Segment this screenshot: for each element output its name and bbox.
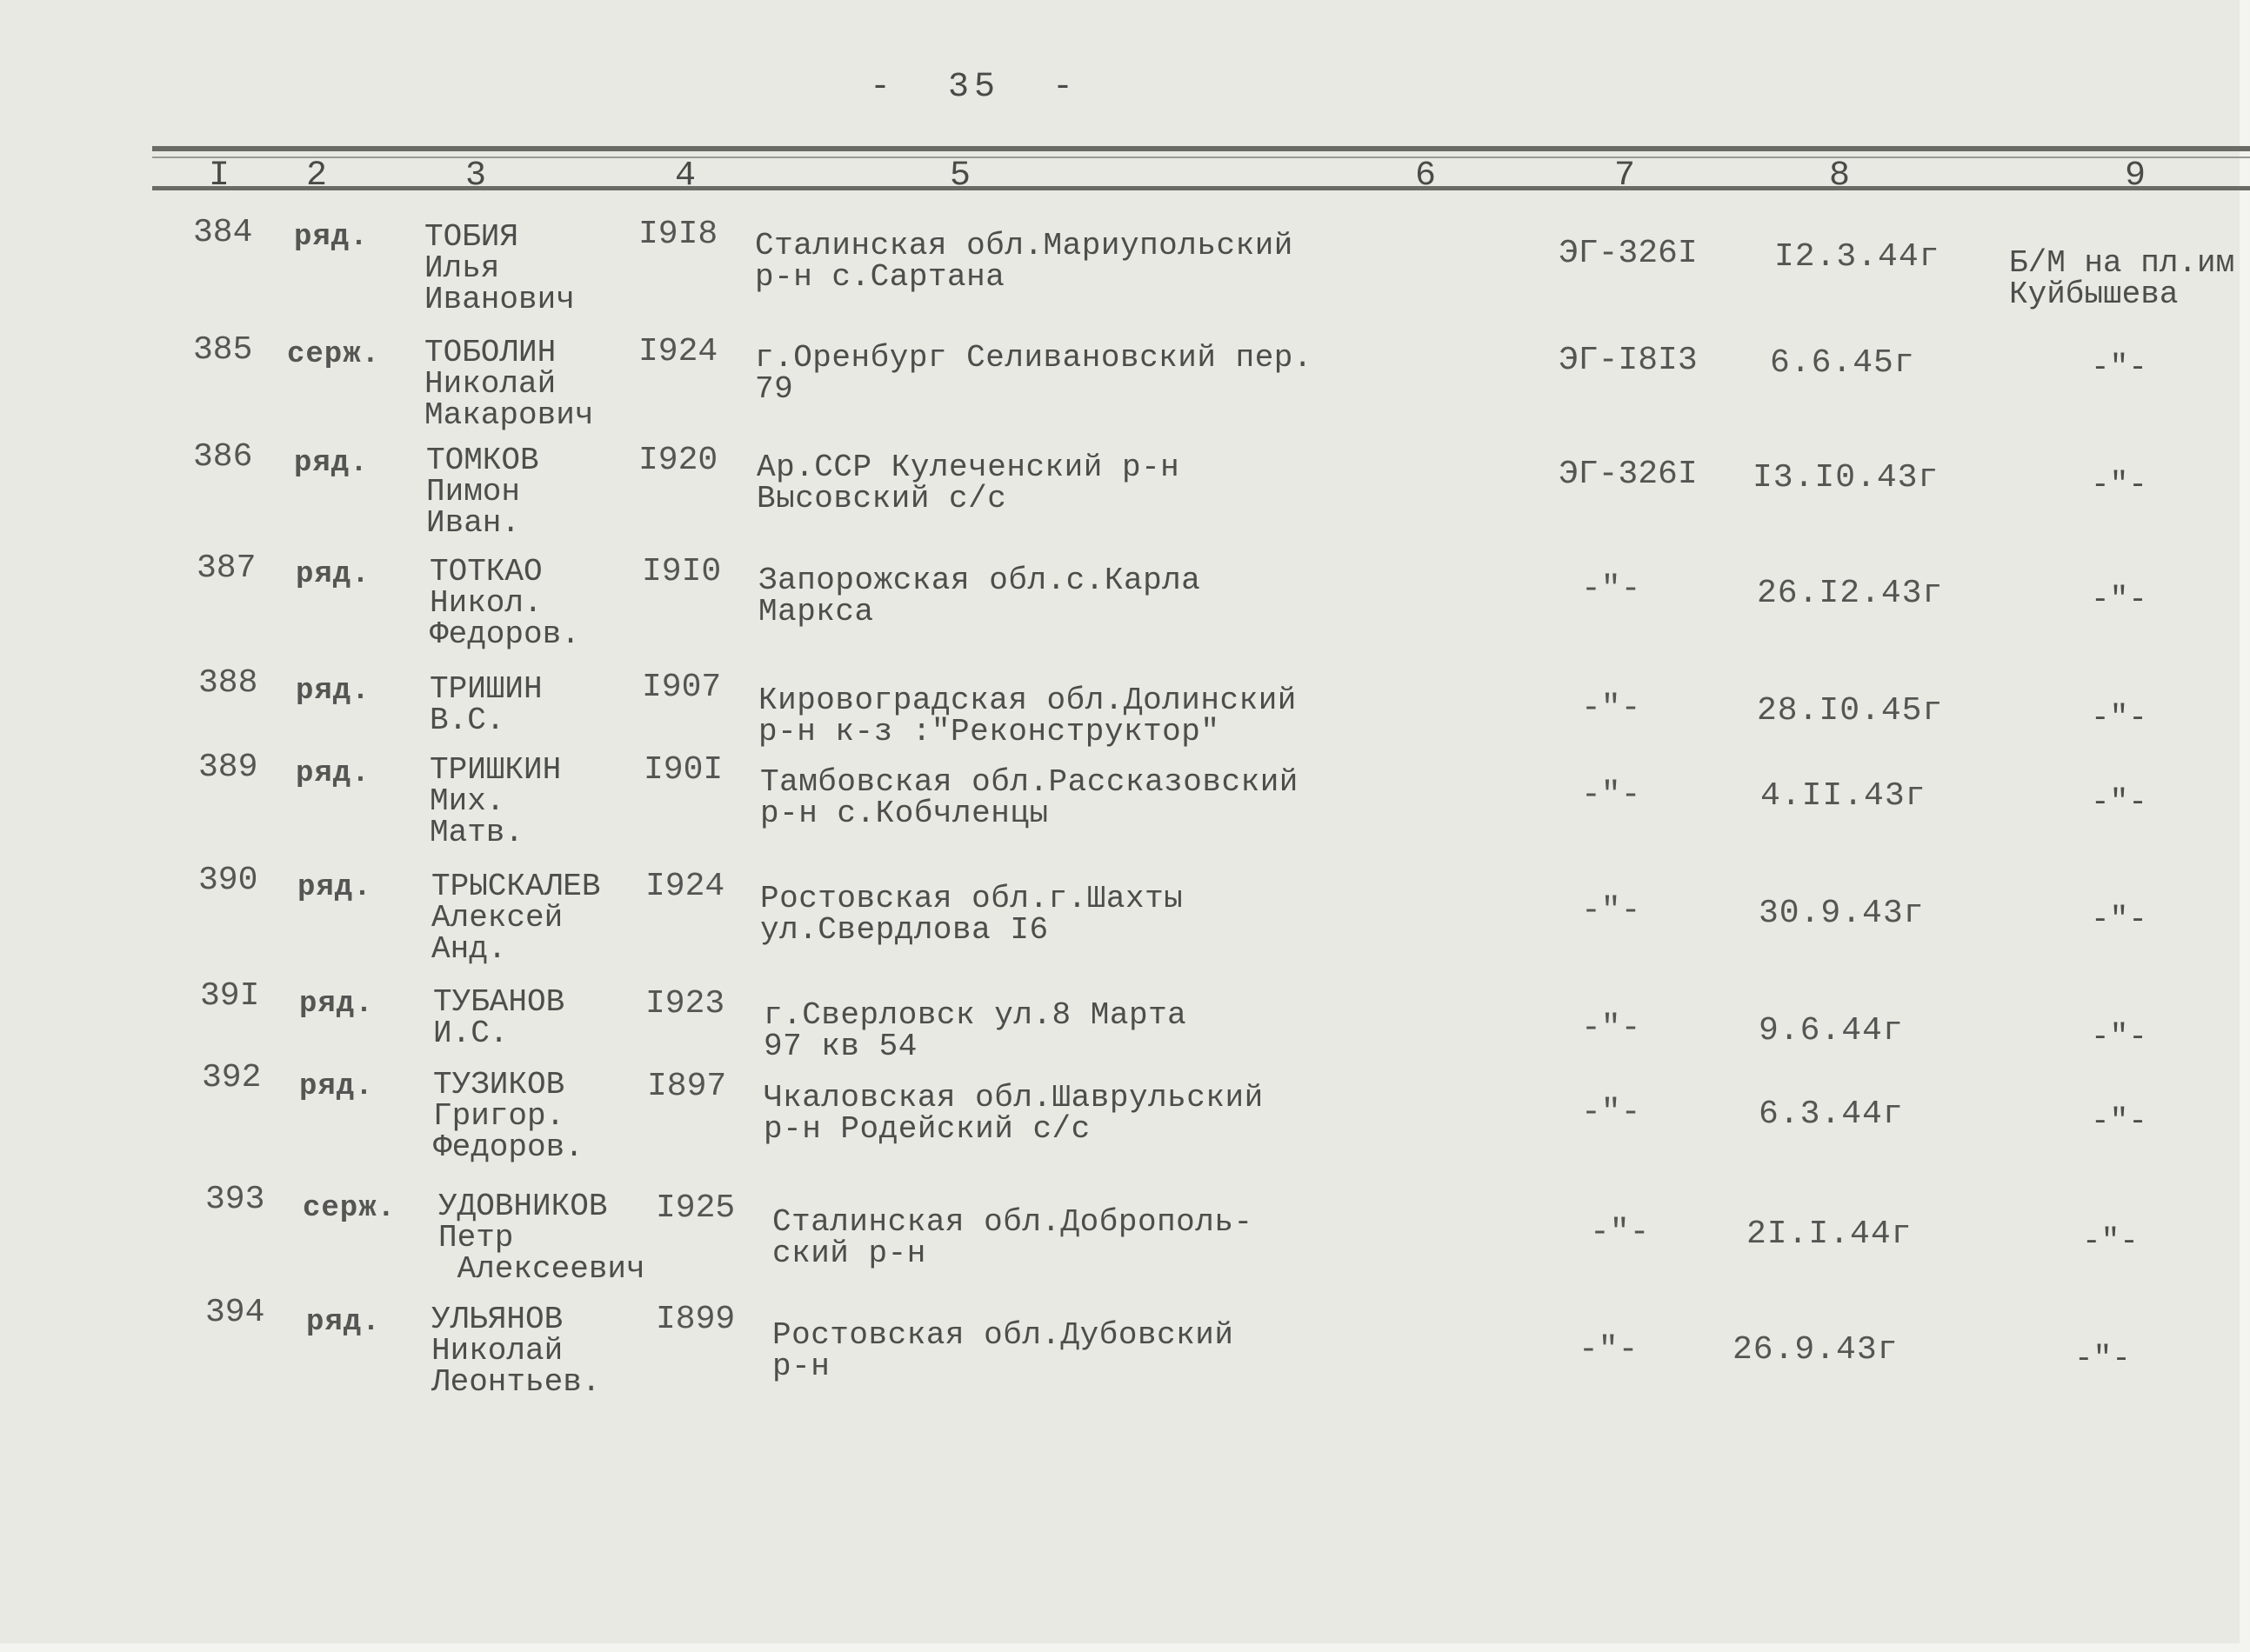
row-name: ТРИШИН В.С. (430, 671, 543, 738)
row-name: ТОБИЯ Илья Иванович (424, 219, 575, 317)
row-code: -"- (1581, 1094, 1641, 1131)
row-burial-place: -"- (2091, 350, 2147, 385)
column-header-2: 2 (306, 157, 328, 196)
row-name: ТОТКАО Никол. Федоров. (430, 554, 580, 652)
row-burial-place: -"- (2074, 1341, 2131, 1376)
row-burial-place: -"- (2091, 784, 2147, 820)
row-code: -"- (1581, 570, 1641, 608)
row-number: 384 (193, 214, 253, 251)
column-header-8: 8 (1829, 157, 1851, 196)
row-rank: серж. (303, 1192, 397, 1225)
row-year: I924 (638, 333, 718, 370)
row-burial-place: -"- (2082, 1223, 2139, 1259)
row-code: ЭГ-I8I3 (1559, 342, 1698, 379)
row-name: УДОВНИКОВ Петр Алексеевич (438, 1189, 645, 1287)
row-code: -"- (1581, 892, 1641, 929)
row-burial-place: Б/М на пл.им Куйбышева (2009, 245, 2235, 312)
row-burial-place: -"- (2091, 1103, 2147, 1139)
table-top-rule (152, 146, 2250, 151)
row-address: Чкаловская обл.Шаврульский р-н Родейский с/с (764, 1080, 1264, 1147)
row-number: 39I (200, 977, 260, 1015)
row-address: Запорожская обл.с.Карла Маркса (758, 563, 1201, 629)
row-code: ЭГ-326I (1559, 235, 1698, 272)
row-date: 2I.I.44г (1746, 1216, 1913, 1253)
row-name: ТУЗИКОВ Григор. Федоров. (433, 1067, 584, 1165)
row-year: I925 (656, 1189, 736, 1227)
row-number: 389 (198, 749, 258, 786)
row-code: -"- (1581, 776, 1641, 814)
row-year: I924 (645, 868, 725, 905)
row-burial-place: -"- (2091, 902, 2147, 937)
row-date: 6.3.44г (1759, 1096, 1904, 1133)
page-edge (2240, 0, 2250, 1652)
row-year: I90I (644, 751, 724, 789)
row-rank: ряд. (306, 1306, 381, 1339)
row-name: ТРИШКИН Мих. Матв. (430, 752, 562, 850)
row-name: ТОМКОВ Пимон Иван. (426, 443, 539, 541)
row-code: -"- (1579, 1331, 1639, 1369)
row-code: -"- (1590, 1214, 1650, 1251)
row-number: 392 (202, 1059, 262, 1096)
row-name: ТУБАНОВ И.С. (433, 984, 565, 1051)
column-header-5: 5 (950, 157, 971, 196)
row-address: Кировоградская обл.Долинский р-н к-з :"Реконструктор" (758, 683, 1297, 749)
row-address: Ростовская обл.Дубовский р-н (772, 1317, 1234, 1384)
row-number: 388 (198, 664, 258, 702)
column-header-7: 7 (1614, 157, 1636, 196)
page-edge (0, 1643, 2250, 1652)
row-address: Сталинская обл.Мариупольский р-н с.Сартана (755, 228, 1293, 295)
row-rank: ряд. (294, 447, 369, 480)
row-address: Тамбовская обл.Рассказовский р-н с.Кобчленцы (760, 764, 1299, 831)
row-number: 386 (193, 438, 253, 476)
row-burial-place: -"- (2091, 582, 2147, 617)
page-number: - 35 - (870, 68, 1079, 107)
column-header-9: 9 (2125, 157, 2147, 196)
row-name: ТРЫСКАЛЕВ Алексей Анд. (431, 869, 601, 967)
row-address: Ар.ССР Кулеченский р-н Высовский с/с (757, 450, 1180, 516)
row-number: 393 (205, 1181, 265, 1218)
column-header-4: 4 (675, 157, 697, 196)
row-address: Ростовская обл.г.Шахты ул.Свердлова I6 (760, 881, 1184, 948)
row-date: 30.9.43г (1759, 895, 1925, 932)
row-year: I9I8 (638, 216, 718, 253)
row-rank: ряд. (294, 221, 369, 254)
row-year: I923 (645, 985, 725, 1023)
row-year: I9I0 (642, 553, 722, 590)
row-burial-place: -"- (2091, 700, 2147, 736)
row-rank: ряд. (296, 558, 371, 591)
row-address: г.Сверловск ул.8 Марта 97 кв 54 (764, 997, 1187, 1064)
row-rank: ряд. (296, 675, 371, 708)
row-number: 385 (193, 331, 253, 369)
row-burial-place: -"- (2091, 1019, 2147, 1055)
row-date: I3.I0.43г (1753, 459, 1940, 496)
row-number: 394 (205, 1294, 265, 1331)
row-number: 387 (197, 550, 257, 587)
column-header-1: I (209, 157, 230, 196)
row-year: I897 (647, 1068, 727, 1105)
row-date: 6.6.45г (1770, 344, 1915, 382)
column-header-6: 6 (1415, 157, 1437, 196)
row-name: УЛЬЯНОВ Николай Леонтьев. (431, 1302, 601, 1400)
row-code: -"- (1581, 689, 1641, 727)
row-burial-place: -"- (2091, 467, 2147, 503)
row-date: 26.I2.43г (1757, 575, 1944, 612)
row-date: 9.6.44г (1759, 1012, 1904, 1049)
row-address: г.Оренбург Селивановский пер. 79 (755, 340, 1313, 407)
row-rank: ряд. (296, 757, 371, 790)
row-code: -"- (1581, 1009, 1641, 1047)
row-number: 390 (198, 862, 258, 899)
row-year: I907 (642, 669, 722, 706)
row-code: ЭГ-326I (1559, 456, 1698, 493)
row-year: I899 (656, 1301, 736, 1338)
row-rank: ряд. (299, 988, 374, 1021)
row-rank: серж. (287, 338, 381, 371)
row-name: ТОБОЛИН Николай Макарович (424, 335, 594, 433)
column-header-3: 3 (465, 157, 487, 196)
row-date: 28.I0.45г (1757, 692, 1944, 729)
row-year: I920 (638, 442, 718, 479)
row-date: 4.II.43г (1760, 777, 1926, 815)
row-rank: ряд. (299, 1070, 374, 1103)
row-address: Сталинская обл.Доброполь- ский р-н (772, 1204, 1253, 1271)
row-rank: ряд. (297, 871, 372, 904)
row-date: 26.9.43г (1733, 1331, 1899, 1369)
row-date: I2.3.44г (1774, 238, 1940, 276)
